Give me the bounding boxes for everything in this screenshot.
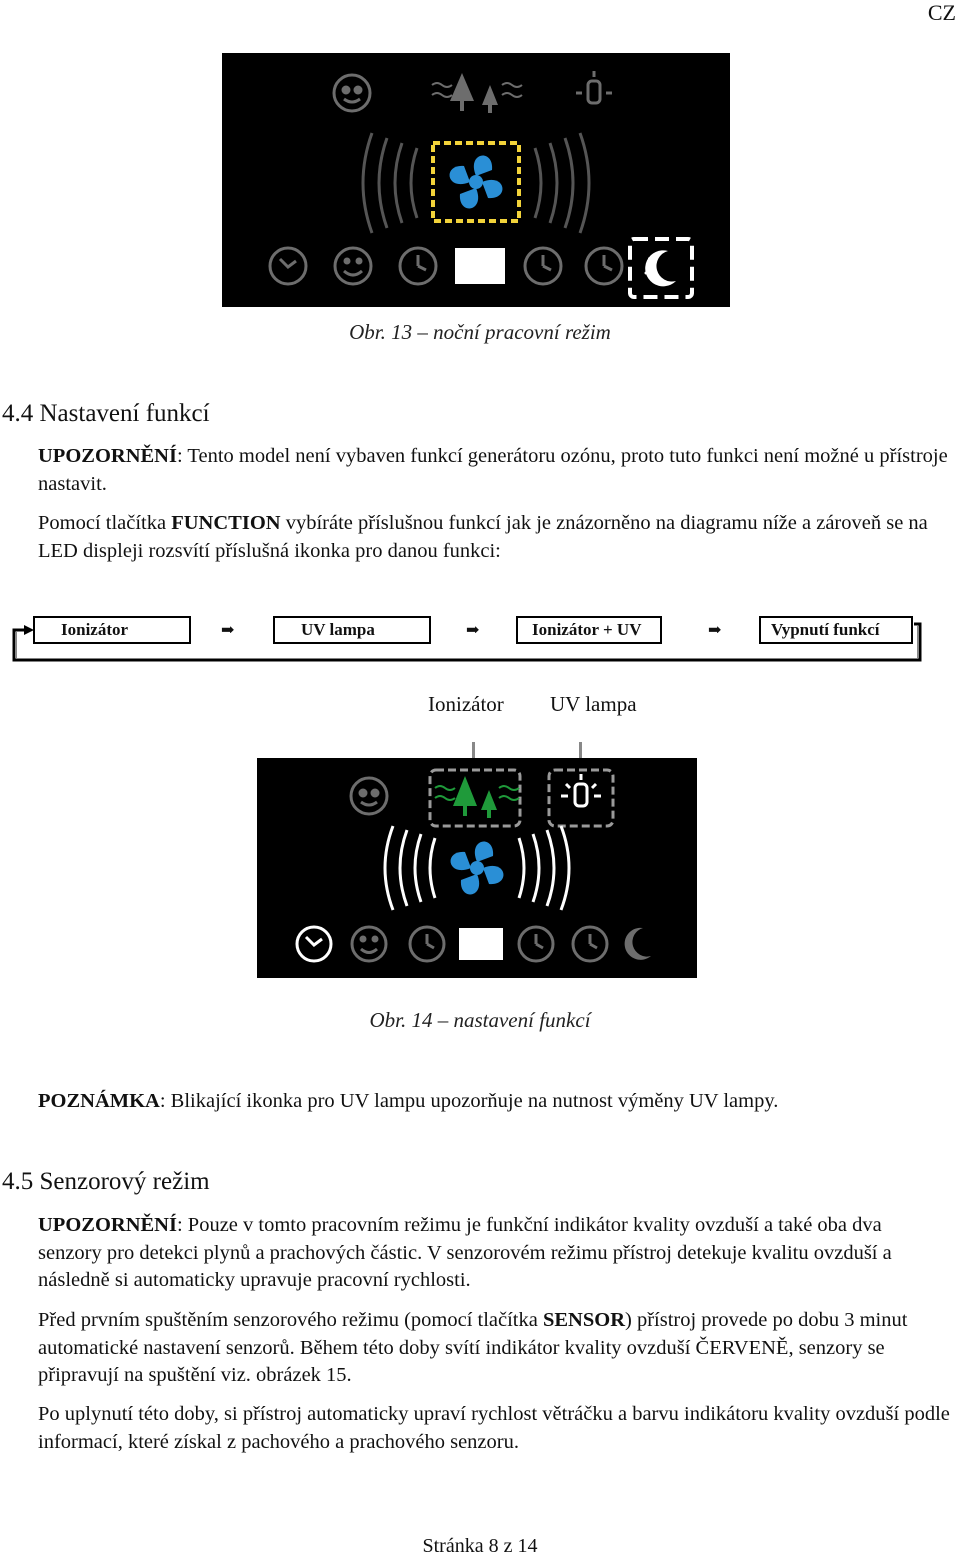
warning-label: UPOZORNĚNÍ [38,445,177,467]
clock-icon-1 [400,248,436,284]
tree-icon [435,776,519,818]
function-intro: Pomocí tlačítka [38,512,172,534]
ionizer-label: Ionizátor [428,692,504,716]
section-4-5-heading: 4.5 Senzorový režim [2,1168,210,1195]
digit-display [459,928,503,960]
sensor-button-name: SENSOR [542,1309,626,1331]
section-4-5-paragraph-3: Po uplynutí této doby, si přístroj automaticky upraví rychlost větráčku a barvu indikátoru kvality ovzduší podle informací, které získal z pachového a prachového senzoru. [38,1403,950,1453]
page-footer: Stránka 8 z 14 [422,1535,538,1557]
flow-step-ionizer: Ionizátor [33,616,191,644]
fan-icon [451,842,504,895]
flow-step-uv-lamp: UV lampa [273,616,431,644]
function-button-name: FUNCTION [171,512,281,534]
fan-icon [450,156,503,209]
night-highlight-frame [630,239,692,297]
pet-icon [334,75,370,111]
digit-display [455,248,505,284]
display-panel-functions [257,758,697,978]
smiley-icon [352,927,386,961]
display-panel-night-mode [222,53,730,307]
section-4-5-paragraph-2 [38,1307,950,1390]
figure-14-caption: Obr. 14 – nastavení funkcí [369,1008,591,1032]
warning-text: : Tento model není vybaven funkcí generátoru ozónu, proto tuto funkci není možné u přístroje nastavit. [38,445,948,495]
flow-step-ionizer-uv: Ionizátor + UV [516,616,662,644]
timer-icon [270,248,306,284]
note-text: : Blikající ikonka pro UV lampu upozorňuje na nutnost výměny UV lampy. [159,1090,779,1112]
pet-icon [351,778,387,814]
tree-icon [432,73,522,113]
flow-arrow-icon: ➡ [466,622,480,639]
function-description: vybíráte příslušnou funkcí jak je znázorněno na diagramu níže a zároveň se na LED displeji rozsvítí příslušná ikonka pro danou funkci: [38,512,928,562]
language-tag: CZ [927,0,956,25]
section-4-5-warning [38,1212,950,1295]
moon-icon [645,250,677,286]
flow-step-functions-off: Vypnutí funkcí [759,616,913,644]
timer-icon [297,927,331,961]
section-4-4-heading: 4.4 Nastavení funkcí [2,400,210,427]
clock-icon-1 [410,927,444,961]
note-label: POZNÁMKA [38,1090,160,1112]
clock-icon-2 [525,248,561,284]
moon-icon [625,928,651,960]
flow-arrow-icon: ➡ [708,622,722,639]
airflow-arcs-left [363,133,417,233]
clock-icon-3 [586,248,622,284]
clock-icon-2 [519,927,553,961]
figure-13-caption: Obr. 13 – noční pracovní režim [349,320,611,344]
functions-display-graphic [257,758,697,978]
sensor-intro: Před prvním spuštěním senzorového režimu (pomocí tlačítka [38,1309,543,1331]
uv-lamp-label: UV lampa [550,692,637,716]
smiley-icon [335,248,371,284]
uv-lamp-icon [561,774,601,806]
flow-arrow-icon: ➡ [221,622,235,639]
warning-text: : Pouze v tomto pracovním režimu je funkční indikátor kvality ovzduší a také oba dva senzory pro detekci plynů a prachových částic. V senzorovém režimu přístroj detekuje kvalitu ovzduší a následně si automaticky upravuje pracovní rychlosti. [38,1214,892,1291]
sensor-description: ) přístroj provede po dobu 3 minut automatické nastavení senzorů. Během této doby svítí indikátor kvality ovzduší ČERVENĚ, senzory se připravují na spuštění viz. obrázek 15. [38,1309,908,1386]
clock-icon-3 [573,927,607,961]
night-mode-display-graphic [222,53,730,307]
warning-label: UPOZORNĚNÍ [38,1214,177,1236]
uv-lamp-icon [576,71,612,103]
airflow-arcs-right [519,826,569,910]
note-paragraph [38,1088,950,1116]
airflow-arcs-right [535,133,589,233]
section-4-4-warning [38,443,950,498]
airflow-arcs-left [385,826,435,910]
section-4-4-paragraph [38,510,950,565]
